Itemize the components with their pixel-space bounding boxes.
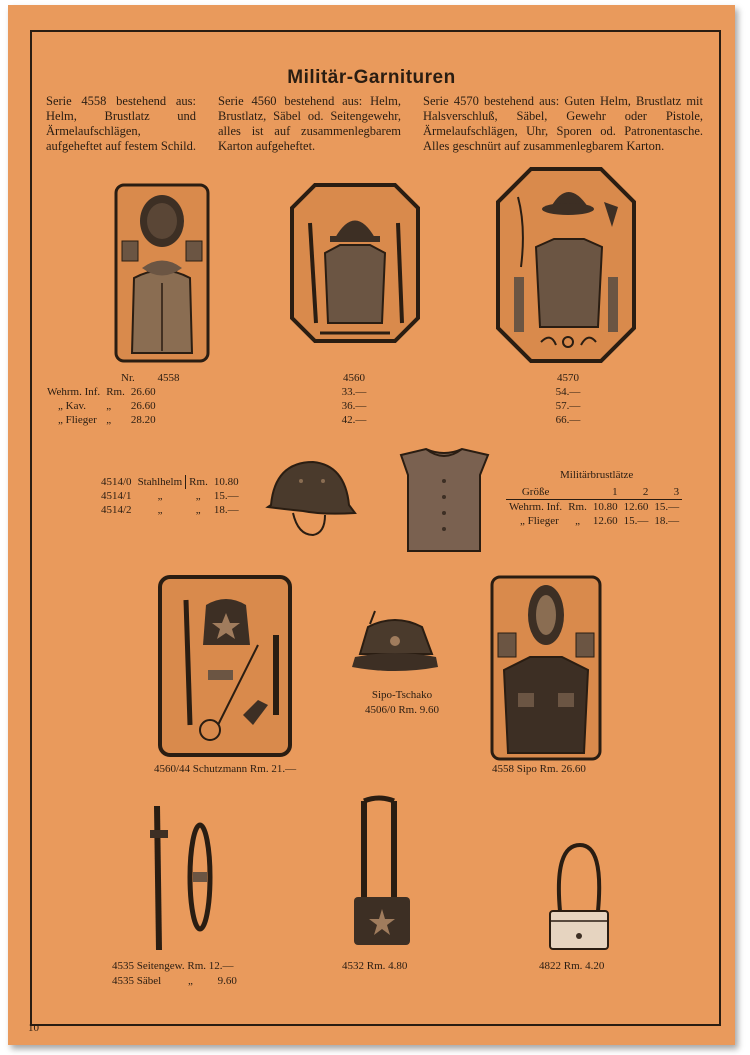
price-row: Wehrm. Inf. Rm. 10.80 12.60 15.— <box>509 501 680 513</box>
brustlatz-image <box>396 445 492 553</box>
caption-sipo-tschako-price: 4506/0 Rm. 9.60 <box>365 704 439 716</box>
patronentasche-image <box>346 797 416 953</box>
price-row: „ Kav. „ 26.60 <box>58 400 156 412</box>
brustlaetze-price-table <box>506 485 682 528</box>
brustlaetze-title: Militärbrustlätze <box>560 469 634 481</box>
intro-series-4560: Serie 4560 bestehend aus: Helm, Brustlatz, Säbel od. Seitengewehr, alles ist auf zusammenlegbarem Karton aufgeheftet. <box>218 94 401 153</box>
intro-series-4558: Serie 4558 bestehend aus: Helm, Brustlatz und Ärmelaufschlägen, aufgeheftet auf festem Schild. <box>46 94 196 153</box>
kasten-image <box>546 841 612 953</box>
price-row: „ Flieger „ 28.20 <box>58 414 156 426</box>
set-4560-id: 4560 <box>343 372 365 384</box>
page-title: Militär-Garnituren <box>287 67 456 88</box>
set-4560-image <box>290 183 420 343</box>
price-row: 4514/0 Stahlhelm Rm. 10.80 <box>101 476 239 488</box>
caption-schutzmann: 4560/44 Schutzmann Rm. 21.— <box>154 763 297 775</box>
set-4558-image <box>114 183 210 363</box>
caption-sipo-tschako-name: Sipo-Tschako <box>371 689 433 701</box>
stahlhelm-image <box>263 457 355 539</box>
set-4570-prices: 4570 54.— 57.— 66.— <box>548 371 588 427</box>
catalog-page <box>8 5 735 1045</box>
page-number: 10 <box>28 1022 39 1034</box>
schutzmann-set-image <box>158 575 292 757</box>
caption-sipo: 4558 Sipo Rm. 26.60 <box>492 763 586 775</box>
set-4558-number <box>121 371 180 385</box>
sipo-set-image <box>490 575 602 761</box>
caption-saebel: 4535 Säbel „ 9.60 <box>112 975 237 987</box>
caption-kasten: 4822 Rm. 4.20 <box>539 960 605 972</box>
price-row: Wehrm. Inf. Rm. 26.60 <box>47 386 156 398</box>
sipo-tschako-image <box>350 609 440 681</box>
price-row: „ Flieger „ 12.60 15.— 18.— <box>520 515 680 527</box>
nr-label: Nr. <box>121 372 135 384</box>
set-4560-prices: 4560 33.— 36.— 42.— <box>334 371 374 427</box>
price-row: 4514/1 „ „ 15.— <box>101 490 239 502</box>
seitengewehr-saebel-image <box>145 802 225 952</box>
set-4558-price-table <box>44 385 159 427</box>
header-row: Größe 1 2 3 <box>506 485 682 500</box>
stahlhelm-price-table <box>98 475 242 517</box>
set-4570-id: 4570 <box>557 372 579 384</box>
set-4570-image <box>496 167 636 363</box>
caption-seitengewehr: 4535 Seitengew. Rm. 12.— <box>112 960 234 972</box>
price-row: 4514/2 „ „ 18.— <box>101 504 239 516</box>
intro-series-4570: Serie 4570 bestehend aus: Guten Helm, Brustlatz mit Halsverschluß, Säbel, Gewehr oder Pistole, Ärmelaufschlägen, Uhr, Sporen od. Patronentasche. Alles geschnürt auf zusammenlegbarem Karton. <box>423 94 703 153</box>
caption-patronentasche: 4532 Rm. 4.80 <box>342 960 408 972</box>
set-4558-id: 4558 <box>157 372 180 384</box>
